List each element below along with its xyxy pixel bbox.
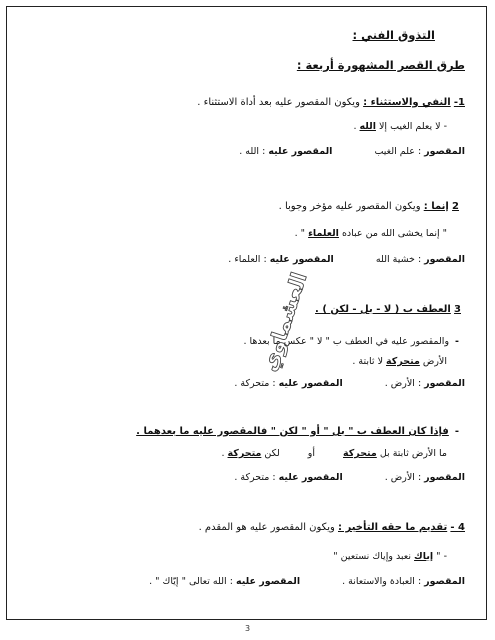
example-text: " إنما يخشى الله من عباده xyxy=(338,228,447,239)
section-4-analysis xyxy=(149,576,465,587)
maqsur-label: المقصور xyxy=(424,146,465,157)
maqsur-alayh-value: : الله . xyxy=(239,146,269,157)
maqsur-alayh-label: المقصور عليه xyxy=(278,378,343,389)
maqsur-alayh-label: المقصور عليه xyxy=(235,576,301,587)
maqsur-alayh-value: : متحركة . xyxy=(234,472,279,483)
section-1-analysis xyxy=(239,146,465,157)
maqsur-value: : الأرض . xyxy=(384,378,425,389)
example-end: . xyxy=(353,121,360,132)
section-4-title: تقديم ما حقه التأخير : xyxy=(338,522,448,533)
maqsur-alayh-value: : العلماء . xyxy=(228,254,270,265)
section-3b-title: فإذا كان العطف ب " بل " أو " لكن " فالمقصور عليه ما بعدهما . xyxy=(136,426,449,437)
maqsur-label: المقصور xyxy=(424,378,465,389)
maqsur-value: : علم الغيب xyxy=(374,146,425,157)
section-3-number: 3 xyxy=(454,304,461,315)
section-2-heading xyxy=(279,201,459,212)
example-text: الأرض xyxy=(419,356,447,367)
page-number: 3 xyxy=(244,624,251,633)
maqsur-alayh-value: : متحركة . xyxy=(234,378,279,389)
section-2-example xyxy=(295,228,447,239)
maqsur-alayh-label: المقصور عليه xyxy=(269,254,334,265)
section-1-number: 1- xyxy=(453,97,465,108)
example-text: ما الأرض ثابتة بل xyxy=(376,448,447,459)
maqsur-label: المقصور xyxy=(424,576,465,587)
example-highlight: إياك xyxy=(414,551,434,562)
example-text: - لا يعلم الغيب إلا xyxy=(375,121,447,132)
section-3b-heading: -فإذا كان العطف ب " بل " أو " لكن " فالمقصور عليه ما بعدهما . xyxy=(136,426,459,437)
section-3b-analysis xyxy=(234,472,465,483)
section-4-desc: ويكون المقصور عليه هو المقدم . xyxy=(198,522,335,533)
example-highlight-2: متحركة xyxy=(227,448,262,459)
section-4-number: 4 - xyxy=(450,522,465,533)
section-4-example xyxy=(333,551,447,562)
maqsur-value: : الأرض . xyxy=(384,472,425,483)
section-3-example xyxy=(352,356,447,367)
watermark-text: العشماوي xyxy=(257,269,312,375)
page-subtitle: طرق القصر المشهورة أربعة : xyxy=(296,58,465,72)
maqsur-alayh-value: : الله تعالى " إيّاك " . xyxy=(149,576,236,587)
maqsur-alayh-label: المقصور عليه xyxy=(278,472,343,483)
example-end: نعبد وإياك نستعين " xyxy=(333,551,415,562)
example-or: أو xyxy=(307,448,315,459)
section-3-desc: والمقصور عليه في العطف ب " لا " عكس ما بعدها . xyxy=(243,336,450,347)
example-highlight: العلماء xyxy=(308,228,339,239)
maqsur-value: : خشية الله xyxy=(375,254,425,265)
page-title: التذوق الفني : xyxy=(352,28,435,42)
section-2-analysis xyxy=(228,254,465,265)
section-3-desc-line: -والمقصور عليه في العطف ب " لا " عكس ما بعدها . xyxy=(243,336,459,347)
section-2-title: إنما : xyxy=(423,201,449,212)
section-3b-example: ما الأرض ثابتة بل متحركةأولكن متحركة . xyxy=(221,448,447,459)
example-end: لا ثابتة . xyxy=(352,356,387,367)
maqsur-alayh-label: المقصور عليه xyxy=(268,146,333,157)
example-highlight: متحركة xyxy=(386,356,420,367)
section-1-heading xyxy=(197,97,465,108)
section-2-number: 2 xyxy=(452,201,459,212)
maqsur-label: المقصور xyxy=(424,254,465,265)
example-highlight: الله xyxy=(359,121,376,132)
author-watermark xyxy=(255,268,315,380)
section-2-desc: ويكون المقصور عليه مؤخر وجوبا . xyxy=(278,201,421,212)
example-text: - " xyxy=(433,551,447,562)
maqsur-value: : العبادة والاستعانة . xyxy=(342,576,425,587)
section-3-heading xyxy=(315,304,461,315)
section-1-title: النفي والاستثناء : xyxy=(363,97,451,108)
example-end: " . xyxy=(294,228,309,239)
section-3-title: العطف ب ( لا - بل - لكن ) . xyxy=(315,304,451,315)
example-highlight: متحركة xyxy=(343,448,377,459)
section-4-heading xyxy=(199,522,465,533)
section-1-desc: ويكون المقصور عليه بعد أداة الاستثناء . xyxy=(197,97,360,108)
section-1-example xyxy=(353,121,447,132)
example-text-2: لكن xyxy=(261,448,280,459)
maqsur-label: المقصور xyxy=(424,472,465,483)
